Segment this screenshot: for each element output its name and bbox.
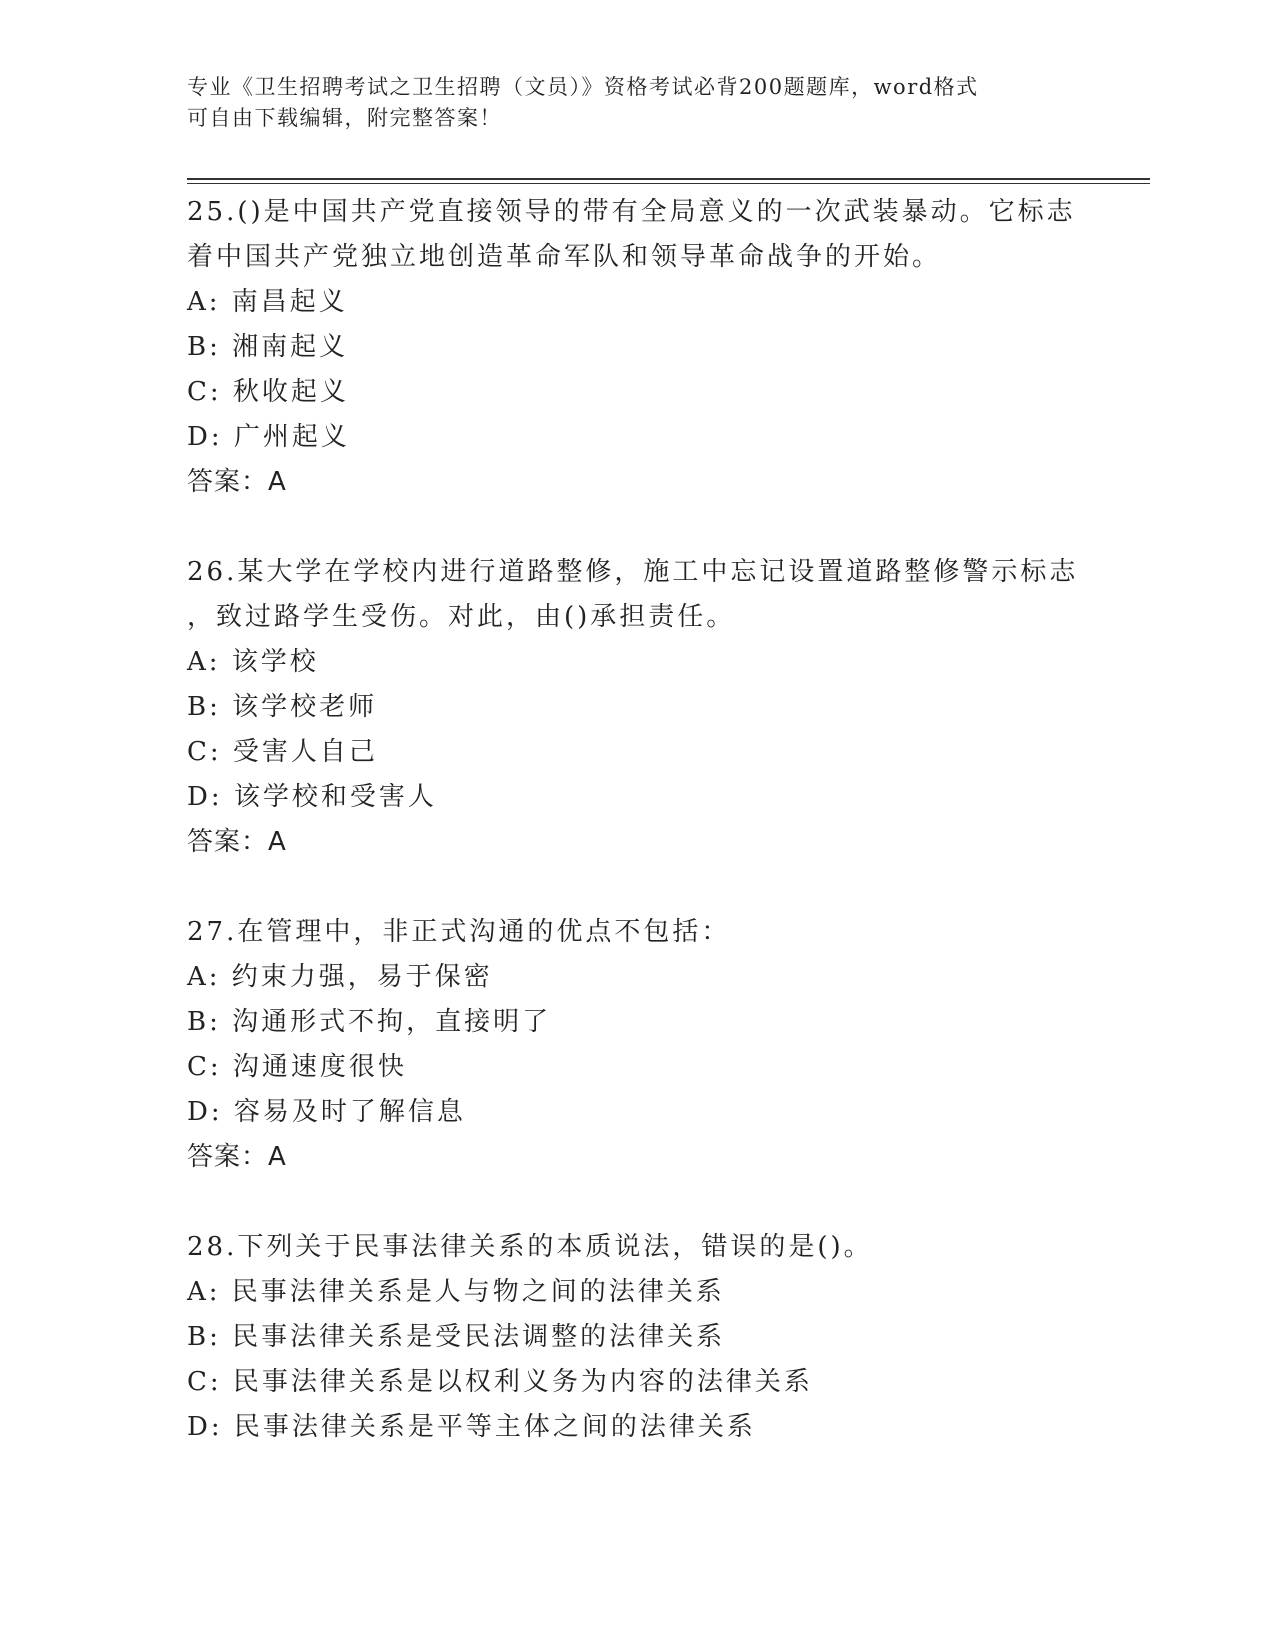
answer: 答案：A [187, 467, 287, 497]
option-a: A: 民事法律关系是人与物之间的法律关系 [187, 1277, 725, 1307]
option-d: D: 民事法律关系是平等主体之间的法律关系 [187, 1412, 756, 1442]
option-b: B: 该学校老师 [187, 692, 378, 722]
option-b: B: 沟通形式不拘，直接明了 [187, 1007, 552, 1037]
answer: 答案：A [187, 1142, 287, 1172]
option-d: D: 该学校和受害人 [187, 782, 437, 812]
question-stem [187, 550, 1107, 640]
question-stem [187, 910, 1107, 955]
question-list [187, 190, 1107, 1495]
question-27 [187, 910, 1107, 1180]
option-b: B: 湘南起义 [187, 332, 349, 362]
option-a: A: 约束力强，易于保密 [187, 962, 493, 992]
question-stem [187, 190, 1107, 280]
question-stem-line: 25.()是中国共产党直接领导的带有全局意义的一次武装暴动。它标志 [187, 197, 1076, 227]
header-line-2: 可自由下载编辑，附完整答案！ [187, 106, 502, 130]
option-c: C: 民事法律关系是以权利义务为内容的法律关系 [187, 1367, 813, 1397]
option-a: A: 该学校 [187, 647, 319, 677]
option-d: D: 容易及时了解信息 [187, 1097, 466, 1127]
question-25 [187, 190, 1107, 505]
answer: 答案：A [187, 827, 287, 857]
question-26 [187, 550, 1107, 865]
question-stem [187, 1225, 1107, 1270]
question-stem-line: 28.下列关于民事法律关系的本质说法，错误的是()。 [187, 1232, 873, 1262]
question-stem-line: 27.在管理中，非正式沟通的优点不包括： [187, 917, 731, 947]
option-c: C: 沟通速度很快 [187, 1052, 407, 1082]
option-c: C: 秋收起义 [187, 377, 349, 407]
question-28 [187, 1225, 1107, 1450]
question-stem-line: ，致过路学生受伤。对此，由()承担责任。 [187, 602, 736, 632]
option-b: B: 民事法律关系是受民法调整的法律关系 [187, 1322, 726, 1352]
header-divider-thin [187, 183, 1150, 184]
question-stem-line: 26.某大学在学校内进行道路整修，施工中忘记设置道路整修警示标志 [187, 557, 1079, 587]
question-stem-line: 着中国共产党独立地创造革命军队和领导革命战争的开始。 [187, 242, 942, 272]
option-a: A: 南昌起义 [187, 287, 348, 317]
document-header [187, 72, 1067, 134]
header-line-1: 专业《卫生招聘考试之卫生招聘（文员）》资格考试必背200题题库，word格式 [187, 75, 979, 99]
option-c: C: 受害人自己 [187, 737, 378, 767]
header-divider-thick [187, 178, 1150, 180]
option-d: D: 广州起义 [187, 422, 350, 452]
